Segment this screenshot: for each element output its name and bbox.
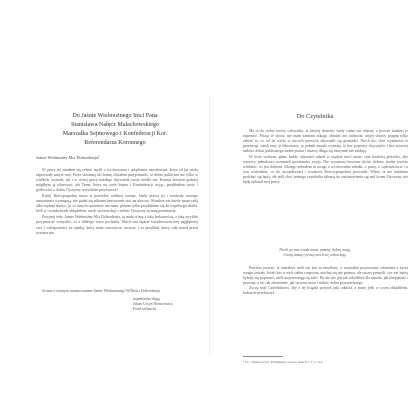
preface-paragraph: Życzę tedy Czytelnikowi, aby z tej książki pożytek jaki odniósł, a mnie, jeśli w czym zbłądziłem, łaskawie przebaczył.: [243, 286, 408, 296]
letter-paragraph: Przyjmij tedy, Jaśnie Wielmożny Mci Dobrodzieju, tę małą ofiarę z taką łaskawością, z jaką zwykłeś przyjmować wszystko, co z dobrego serca pochodzi. Niech ona będzie świadectwem mej najgłębszej czci i wdzięczności za opiekę, którą mnie zaszczycać raczysz, i za przykład, który cały naród przed oczyma ma.: [36, 215, 198, 235]
dedication-line: Stanisława Nałęcz Małachowskiego: [71, 121, 159, 128]
dedication-line: Do Jaśnie Wielmożnego Imci Pana: [72, 113, 158, 119]
preface-paragraph: W losie wolnym, gdzie każdy obywatel udział w rządzie mieć może, tym bardziej potrzeba, aby wszyscy jednakowo rozumieli powinności swoje. Nie wystarcza bowiem chcieć dobrze, trzeba jeszcze wiedzieć, co jest dobrem. Dlatego zebrałem tu uwagi o wychowaniu młodzi, o pracy, o sądownictwie i o tym wszystkim, co do szczęśliwości i trwałości Rzeczypospolitej prowadzi. Wiem, iż nie każdemu podobać się będą; ale jeśli choć jednego czytelnika skłonią do zastanowienia się nad losem Ojczyzny, nie będę żałował mej pracy.: [243, 155, 408, 185]
letter-paragraph: Kiedy Rzeczpospolita nasza w potrzebie wielkiej zostaje, kiedy prawa jej i swobody nowego umocnienia wymagają, nie godzi się nikomu bezczynnie stać na uboczu. Wszakże nie każdy może radą albo orężem służyć; ja, co innych sposobów nie mam, piórem tylko przykładam się do wspólnego dzieła. Jeśli w czymkolwiek zbłądziłem, niech szczera chęć i miłość Ojczyzny za mną przemawia.: [36, 194, 198, 214]
preface-body-continued: [243, 266, 408, 296]
preface-paragraph: Ma to do siebie rzeczy człowieka, iż łatwiej dostrzec wady cudze niż własne, a jeszcze trudniej je naprawić. Pisząc te słowa, nie mam zamiaru nikogo obrażać ani uwłaczać czyjej sławie; pragnę tylko zebrać to, co od lat wielu w sercach prawych obywateli się gromadzi. Niech kto chce wyśmiewa te przestrogi, niech inny je lekceważy, ja jednak śmiało wyznaję, iż bez poprawy obyczajów i bez szczerej miłości dobra publicznego żadne prawa i ustawy długo się utrzymać nie zdołają.: [243, 129, 408, 154]
footnote: ¹ J.U. Niemcewicz, Pamiętniki czasów moich, t. I, s. 112.: [243, 360, 324, 364]
dedication-line: Referendarza Koronnego: [84, 139, 146, 146]
signature-line: Poseł inflancki: [133, 307, 156, 312]
letter-paragraph: W pracy tej starałem się zebrać myśli o wychowaniu i urządzeniu narodowym, które od lat wielu zajmowały umysł mój. Przez skromną ich formę chciałem przypomnieć, iż dobro publiczne nie tylko w wielkich czynach, ale i w cichej pracy każdego obywatela swoje źródło ma. Komuż bowiem godniej mógłbym ją ofiarować, jak Temu, który na czele Sejmu i Konfederacji stojąc, przykładem cnoty i gorliwości o dobro Ojczyzny wszystkim przyświeca?: [36, 168, 198, 193]
signature-line: najniższym sługą: [133, 297, 160, 301]
preface-body: [243, 129, 408, 187]
right-page: [210, 0, 420, 420]
dedication-line: Marszałka Sejmowego i Konfederacji Kor.: [62, 130, 168, 137]
letter-closing: Jestem z winnym uszanowaniem Jaśnie Wielmożnego W.Mości Dobrodzieja: [42, 289, 160, 293]
verse-line: Niech po nas wnuki nasze pamięć dobrą mają,: [279, 248, 351, 252]
signature-line: Julian Ursyn Niemcewicz: [133, 302, 173, 307]
page-title: Do Czytelnika: [296, 113, 334, 120]
letter-body: [36, 168, 198, 237]
dedication: [40, 112, 190, 148]
preface-paragraph: Powiem jeszcze, iż charakter osób nie jest tu zmyślony, a wszystkie przytoczone zdarzenia z życia wzięte zostały. Jeżeli kto w nich siebie rozpozna, niechaj się nie gniewa, ale raczej pomyśli, czy nie lepiej byłoby się poprawić, niźli na przestrogę się żalić. Bo nic nie jest tak szkodliwe dla narodu, jak obojętność i prywata, a nic tak zbawienne, jak szczera cnota i miłość dobra powszechnego.: [243, 266, 408, 286]
signature-block: [133, 297, 203, 313]
verse-line: Cnotą naszą i pracą niech się wsławiają.: [283, 253, 347, 258]
verse-quote: [210, 248, 420, 258]
salutation: Jaśnie Wielmożny Mci Dobrodzieju!: [36, 155, 100, 160]
footnote-divider: [243, 356, 283, 357]
